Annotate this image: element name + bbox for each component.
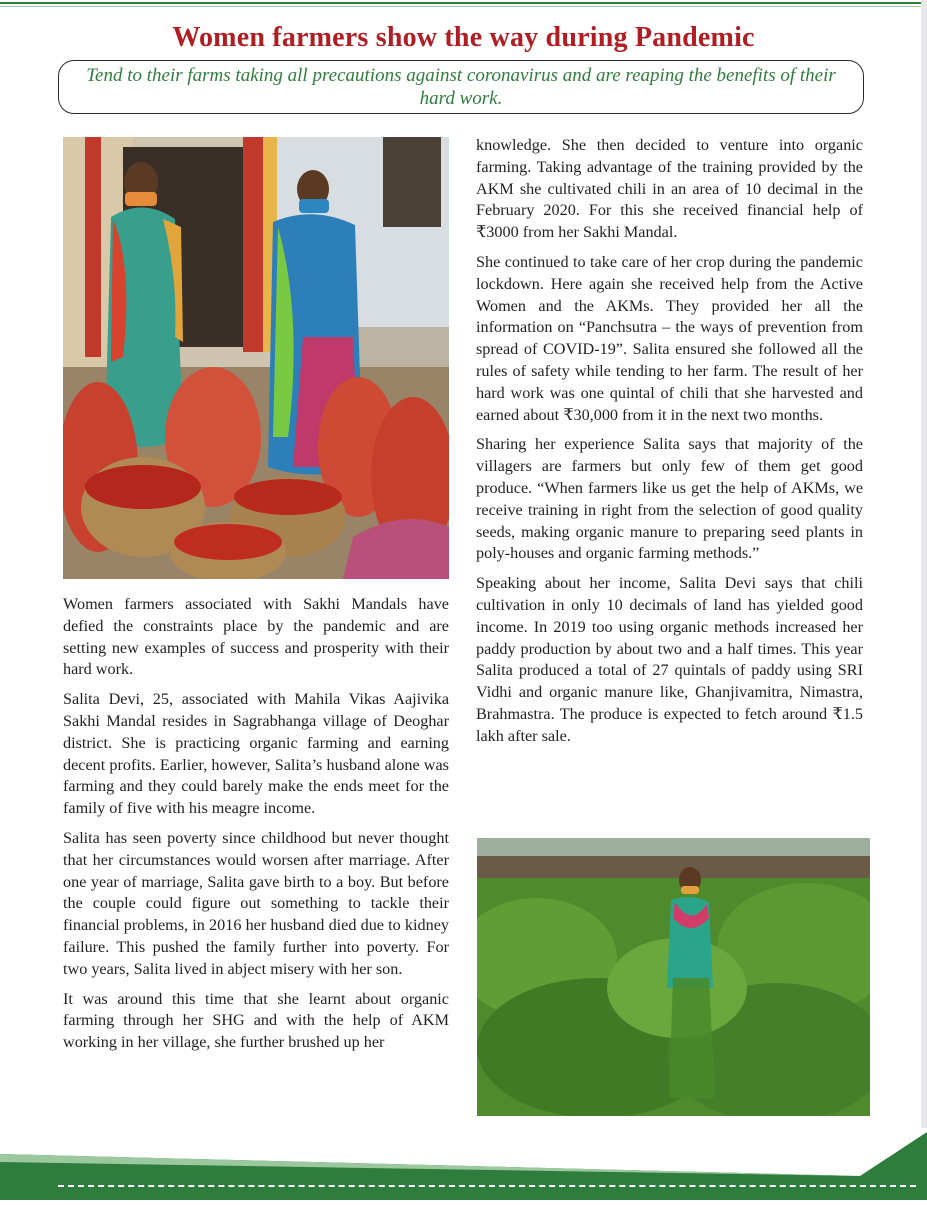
article-subtitle: Tend to their farms taking all precautions against coronavirus and are reaping the benefits of their hard work. (58, 60, 864, 114)
paragraph: She continued to take care of her crop during the pandemic lockdown. Here again she received help from the Active Women and the AKMs. They provided her all the information on “Panchsutra – the ways of prevention from spread of COVID-19”. Salita ensured she followed all the rules of safety while tending to her farm. The result of her hard work was one quintal of chili that she harvested and earned about ₹30,000 from it in the next two months. (476, 252, 863, 424)
paragraph: Salita Devi, 25, associated with Mahila Vikas Aajivika Sakhi Mandal resides in Sagrabhanga village of Deoghar district. She is practicing organic farming and earning decent profits. Earlier, however, Salita’s husband alone was farming and they could barely make the ends meet for the family of five with his meagre income. (63, 690, 449, 818)
paragraph: It was around this time that she learnt about organic farming through her SHG and with the help of AKM working in her village, she further brushed up her (63, 989, 449, 1052)
paragraph: knowledge. She then decided to venture into organic farming. Taking advantage of the training provided by the AKM she cultivated chili in an area of 10 decimal in the February 2020. For this she received financial help of ₹3000 from her Sakhi Mandal. (476, 136, 863, 242)
paragraph: Salita has seen poverty since childhood but never thought that her circumstances would worsen after marriage. After one year of marriage, Salita gave birth to a boy. But before the couple could figure out something to tackle their financial problems, in 2016 her husband died due to kidney failure. This pushed the family further into poverty. For two years, Salita lived in abject misery with her son. (63, 828, 449, 978)
paragraph: Sharing her experience Salita says that majority of the villagers are farmers but only few of them get good produce. “When farmers like us get the help of AKMs, we receive training in right from the selection of good quality seeds, making organic manure to preparing seed plants in poly-houses and organic farming methods.” (476, 435, 863, 563)
top-rule-thin (0, 6, 927, 7)
two-women-with-chili-sacks-photo (63, 137, 449, 579)
woman-in-chili-field-photo (477, 838, 870, 1116)
footer-dashed-line (58, 1185, 916, 1187)
paragraph: Speaking about her income, Salita Devi says that chili cultivation in only 10 decimals of land has yielded good income. In 2019 too using organic methods increased her paddy production by about two and a half times. This year Salita produced a total of 27 quintals of paddy using SRI Vidhi and organic manure like, Ghanjivamitra, Nimastra, Brahmastra. The produce is expected to fetch around ₹1.5 lakh after sale. (476, 574, 863, 745)
article-left-column (63, 594, 449, 1054)
paragraph: Women farmers associated with Sakhi Mandals have defied the constraints place by the pandemic and are setting new examples of success and prosperity with their hard work. (63, 595, 449, 679)
top-rule (0, 2, 927, 4)
article-right-column (476, 135, 863, 748)
footer-band (0, 1128, 927, 1200)
article-headline: Women farmers show the way during Pandemic (172, 22, 755, 53)
page-edge (921, 0, 927, 1200)
